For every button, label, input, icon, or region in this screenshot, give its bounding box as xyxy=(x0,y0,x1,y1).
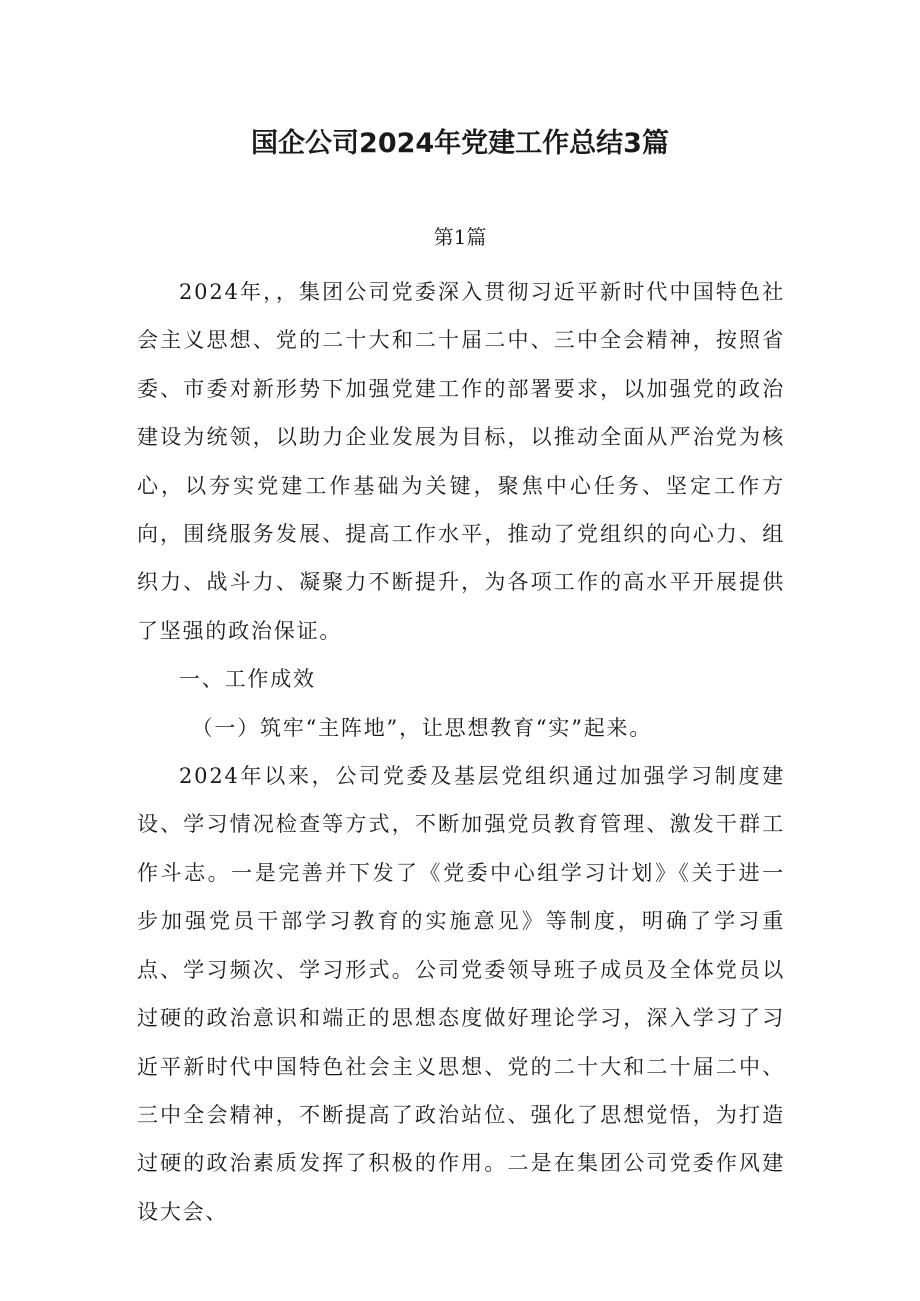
heading-work-results: 一、工作成效 xyxy=(179,667,316,692)
body-paragraph: 2024年以来，公司党委及基层党组织通过加强学习制度建设、学习情况检查等方式，不断加强党员教育管理、激发干群工作斗志。一是完善并下发了《党委中心组学习计划》《关于进一步加强党员干部学习教育的实施意见》等制度，明确了学习重点、学习频次、学习形式。公司党委领导班子成员及全体党员以过硬的政治意识和端正的思想态度做好理论学习，深入学习了习近平新时代中国特色社会主义思想、党的二十大和二十届二中、三中全会精神，不断提高了政治站位、强化了思想觉悟，为打造过硬的政治素质发挥了积极的作用。二是在集团公司党委作风建设大会、 xyxy=(137,764,785,1224)
section-heading: 第1篇 xyxy=(433,225,487,249)
document-body xyxy=(137,268,785,1236)
document-title: 国企公司2024年党建工作总结3篇 xyxy=(251,128,669,159)
intro-paragraph: 2024年，，集团公司党委深入贯彻习近平新时代中国特色社会主义思想、党的二十大和二十届二中、三中全会精神，按照省委、市委对新形势下加强党建工作的部署要求，以加强党的政治建设为统领，以助力企业发展为目标，以推动全面从严治党为核心，以夯实党建工作基础为关键，聚焦中心任务、坚定工作方向，围绕服务发展、提高工作水平，推动了党组织的向心力、组织力、战斗力、凝聚力不断提升，为各项工作的高水平开展提供了坚强的政治保证。 xyxy=(137,280,785,643)
subheading-ideological-education: （一）筑牢“主阵地”，让思想教育“实”起来。 xyxy=(191,715,653,740)
